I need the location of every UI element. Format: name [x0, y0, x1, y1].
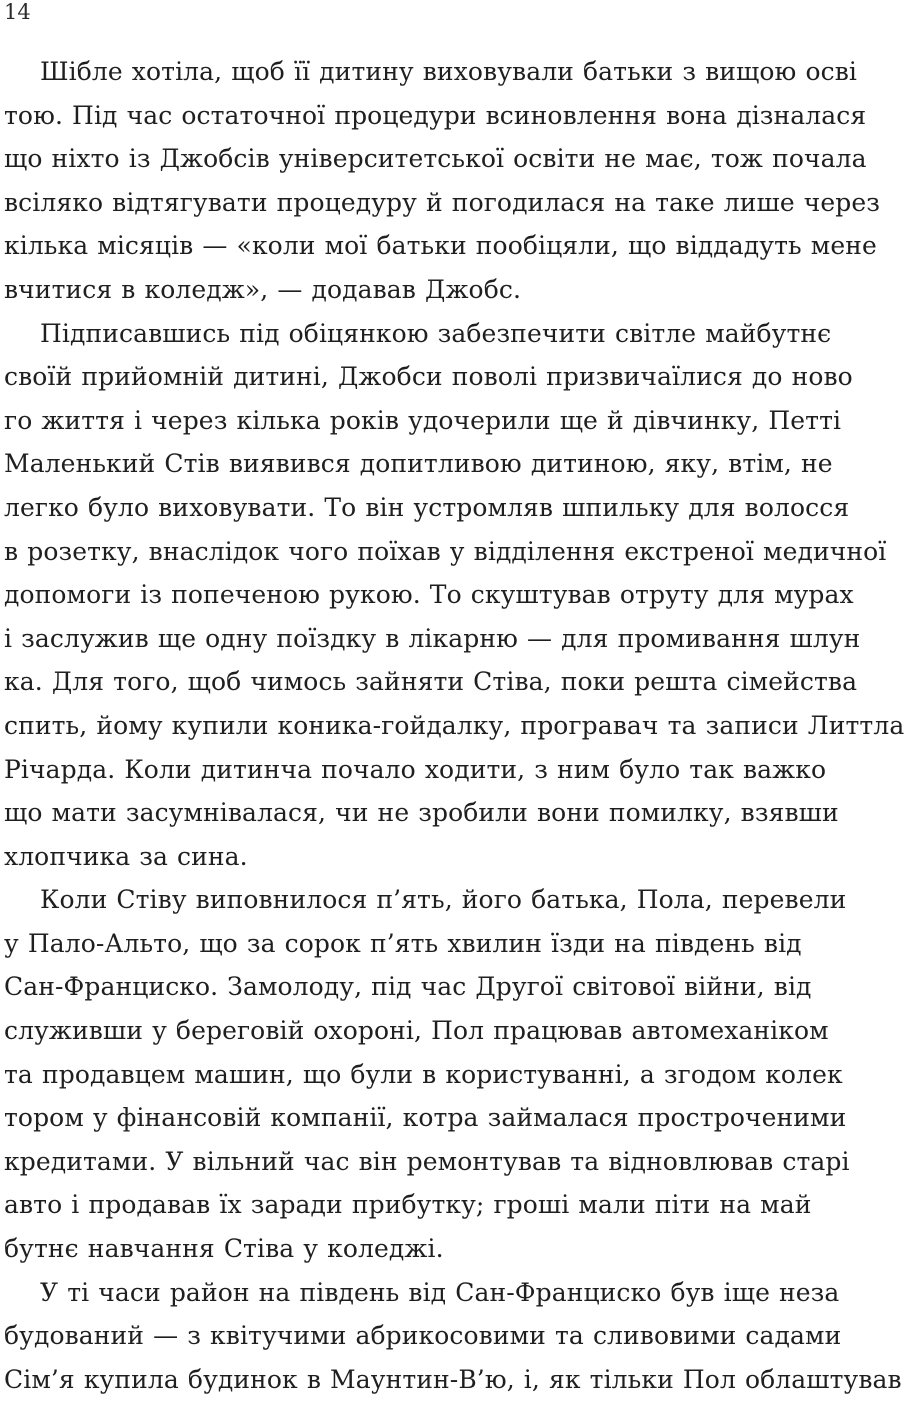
- text-line: Сім’я купила будинок в Маунтин-В’ю, і, як тільки Пол облаштував: [4, 1364, 902, 1394]
- text-line: Коли Стіву виповнилося п’ять, його батька, Пола, перевели: [40, 885, 847, 915]
- page-number: 14: [4, 0, 31, 24]
- text-line: го життя і через кілька років удочерили ще й дівчинку, Петті: [4, 405, 842, 435]
- text-line: Річарда. Коли дитинча почало ходити, з ним було так важко: [4, 754, 827, 784]
- text-line: У ті часи район на південь від Сан-Франциско був іще неза: [40, 1277, 840, 1307]
- text-line: бутнє навчання Стіва у коледжі.: [4, 1234, 444, 1264]
- text-line: Підписавшись під обіцянкою забезпечити світле майбутнє: [40, 318, 832, 348]
- text-line: будований — з квітучими абрикосовими та сливовими садами: [4, 1321, 842, 1351]
- text-line: Сан-Франциско. Замолоду, під час Другої світової війни, від: [4, 972, 812, 1002]
- text-line: Маленький Стів виявився допитливою дитиною, яку, втім, не: [4, 449, 833, 479]
- text-line: у Пало-Альто, що за сорок п’ять хвилин їзди на південь від: [4, 928, 802, 958]
- text-line: тором у фінансовій компанії, котра займалася простроченими: [4, 1103, 847, 1133]
- text-line: спить, йому купили коника-гойдалку, програвач та записи Литтла: [4, 710, 904, 740]
- text-line: допомоги із попеченою рукою. То скуштував отруту для мурах: [4, 580, 854, 610]
- text-line: Шібле хотіла, щоб її дитину виховували батьки з вищою осві: [40, 57, 857, 86]
- text-line: хлопчика за сина.: [4, 841, 248, 871]
- text-line: і заслужив ще одну поїздку в лікарню — для промивання шлун: [4, 623, 861, 653]
- text-line: вчитися в коледж», — додавав Джобс.: [4, 274, 521, 304]
- text-line: кілька місяців — «коли мої батьки пообіцяли, що віддадуть мене: [4, 231, 877, 261]
- text-line: служивши у береговій охороні, Пол працював автомеханіком: [4, 1016, 829, 1046]
- text-line: своїй прийомній дитині, Джобси поволі призвичаїлися до ново: [4, 362, 853, 392]
- text-line: та продавцем машин, що були в користуванні, а згодом колек: [4, 1059, 843, 1089]
- text-line: тою. Під час остаточної процедури всиновлення вона дізналася: [4, 100, 867, 130]
- text-line: що ніхто із Джобсів університетської освіти не має, тож почала: [4, 144, 867, 174]
- text-line: легко було виховувати. То він устромляв шпильку для волосся: [4, 492, 850, 522]
- text-line: кредитами. У вільний час він ремонтував та відновлював старі: [4, 1146, 850, 1176]
- text-line: що мати засумнівалася, чи не зробили вони помилку, взявши: [4, 798, 839, 828]
- body-text: [4, 50, 904, 1401]
- text-line: в розетку, внаслідок чого поїхав у відділення екстреної медичної: [4, 536, 887, 566]
- text-line: всіляко відтягувати процедуру й погодилася на таке лише через: [4, 187, 881, 217]
- text-line: авто і продавав їх заради прибутку; гроші мали піти на май: [4, 1190, 812, 1220]
- text-line: ка. Для того, щоб чимось зайняти Стіва, поки решта сімейства: [4, 667, 858, 697]
